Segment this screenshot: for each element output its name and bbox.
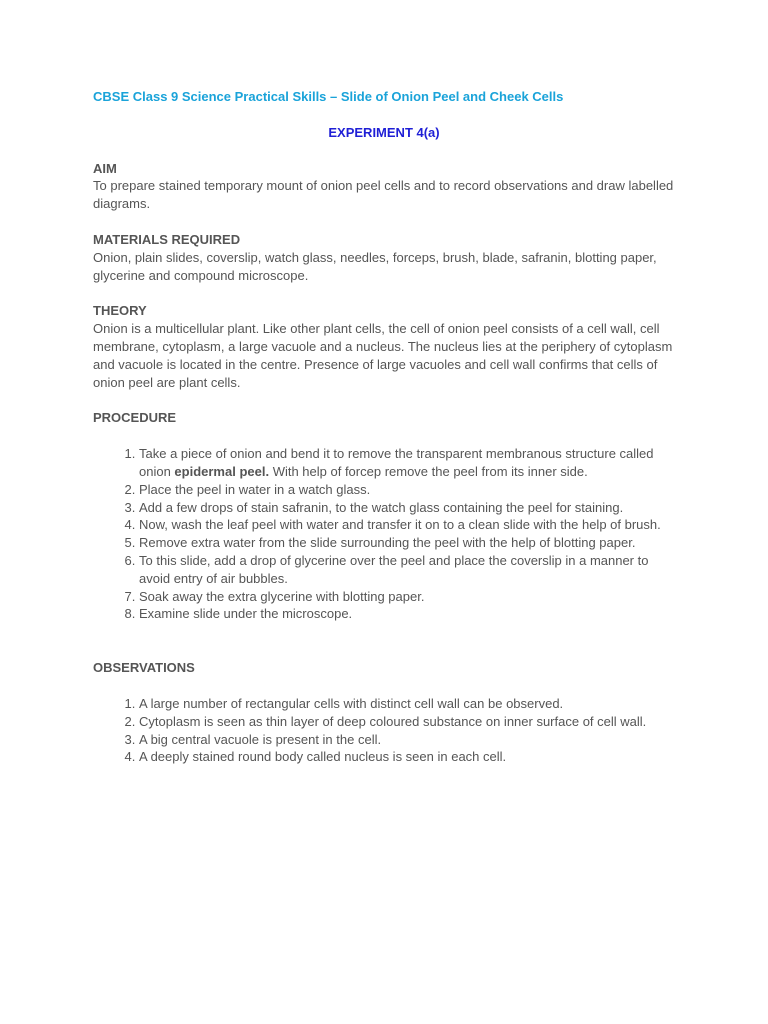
aim-section xyxy=(93,160,675,213)
procedure-step-text: Take a piece of onion and bend it to remove the transparent membranous structure called onion xyxy=(139,446,654,479)
procedure-step-text: With help of forcep remove the peel from its inner side. xyxy=(269,463,588,479)
observation-item: 1. A large number of rectangular cells with distinct cell wall can be observed. xyxy=(139,695,675,713)
procedure-step: 4. Now, wash the leaf peel with water and transfer it on to a clean slide with the help of brush. xyxy=(139,516,675,534)
procedure-heading: PROCEDURE xyxy=(93,410,177,426)
theory-text: Onion is a multicellular plant. Like other plant cells, the cell of onion peel consists of a cell wall, cell membrane, cytoplasm, a large vacuole and a nucleus. The nucleus lies at the periphery of cytoplasm and vacuole is located in the centre. Presence of large vacuoles and cell wall confirms that cells of onion peel are plant cells. xyxy=(93,321,673,390)
theory-heading: THEORY xyxy=(93,303,147,319)
procedure-step xyxy=(139,445,675,481)
observation-item: 4. A deeply stained round body called nucleus is seen in each cell. xyxy=(139,748,675,766)
experiment-title: EXPERIMENT 4(a) xyxy=(328,124,440,140)
observations-heading: OBSERVATIONS xyxy=(93,660,195,676)
procedure-section xyxy=(93,409,675,623)
theory-section xyxy=(93,302,675,391)
procedure-step: 6. To this slide, add a drop of glycerine over the peel and place the coverslip in a manner to avoid entry of air bubbles. xyxy=(139,552,675,588)
procedure-step: 5. Remove extra water from the slide surrounding the peel with the help of blotting paper. xyxy=(139,534,675,552)
materials-heading: MATERIALS REQUIRED xyxy=(93,231,241,247)
observations-list xyxy=(93,695,675,766)
procedure-step: 2. Place the peel in water in a watch glass. xyxy=(139,481,675,499)
procedure-step: 7. Soak away the extra glycerine with blotting paper. xyxy=(139,588,675,606)
aim-heading: AIM xyxy=(93,160,117,176)
observation-item: 2. Cytoplasm is seen as thin layer of deep coloured substance on inner surface of cell wall. xyxy=(139,713,675,731)
aim-text: To prepare stained temporary mount of onion peel cells and to record observations and draw labelled diagrams. xyxy=(93,178,674,212)
observation-item: 3. A big central vacuole is present in the cell. xyxy=(139,731,675,749)
procedure-step-emphasis: epidermal peel. xyxy=(174,463,270,479)
procedure-step: 8. Examine slide under the microscope. xyxy=(139,605,675,623)
procedure-list xyxy=(93,445,675,623)
procedure-step: 3. Add a few drops of stain safranin, to the watch glass containing the peel for staining. xyxy=(139,499,675,517)
observations-section xyxy=(93,659,675,766)
materials-text: Onion, plain slides, coverslip, watch glass, needles, forceps, brush, blade, safranin, blotting paper, glycerine and compound microscope. xyxy=(93,249,657,283)
document-title: CBSE Class 9 Science Practical Skills – Slide of Onion Peel and Cheek Cells xyxy=(93,89,564,104)
materials-section xyxy=(93,231,675,284)
